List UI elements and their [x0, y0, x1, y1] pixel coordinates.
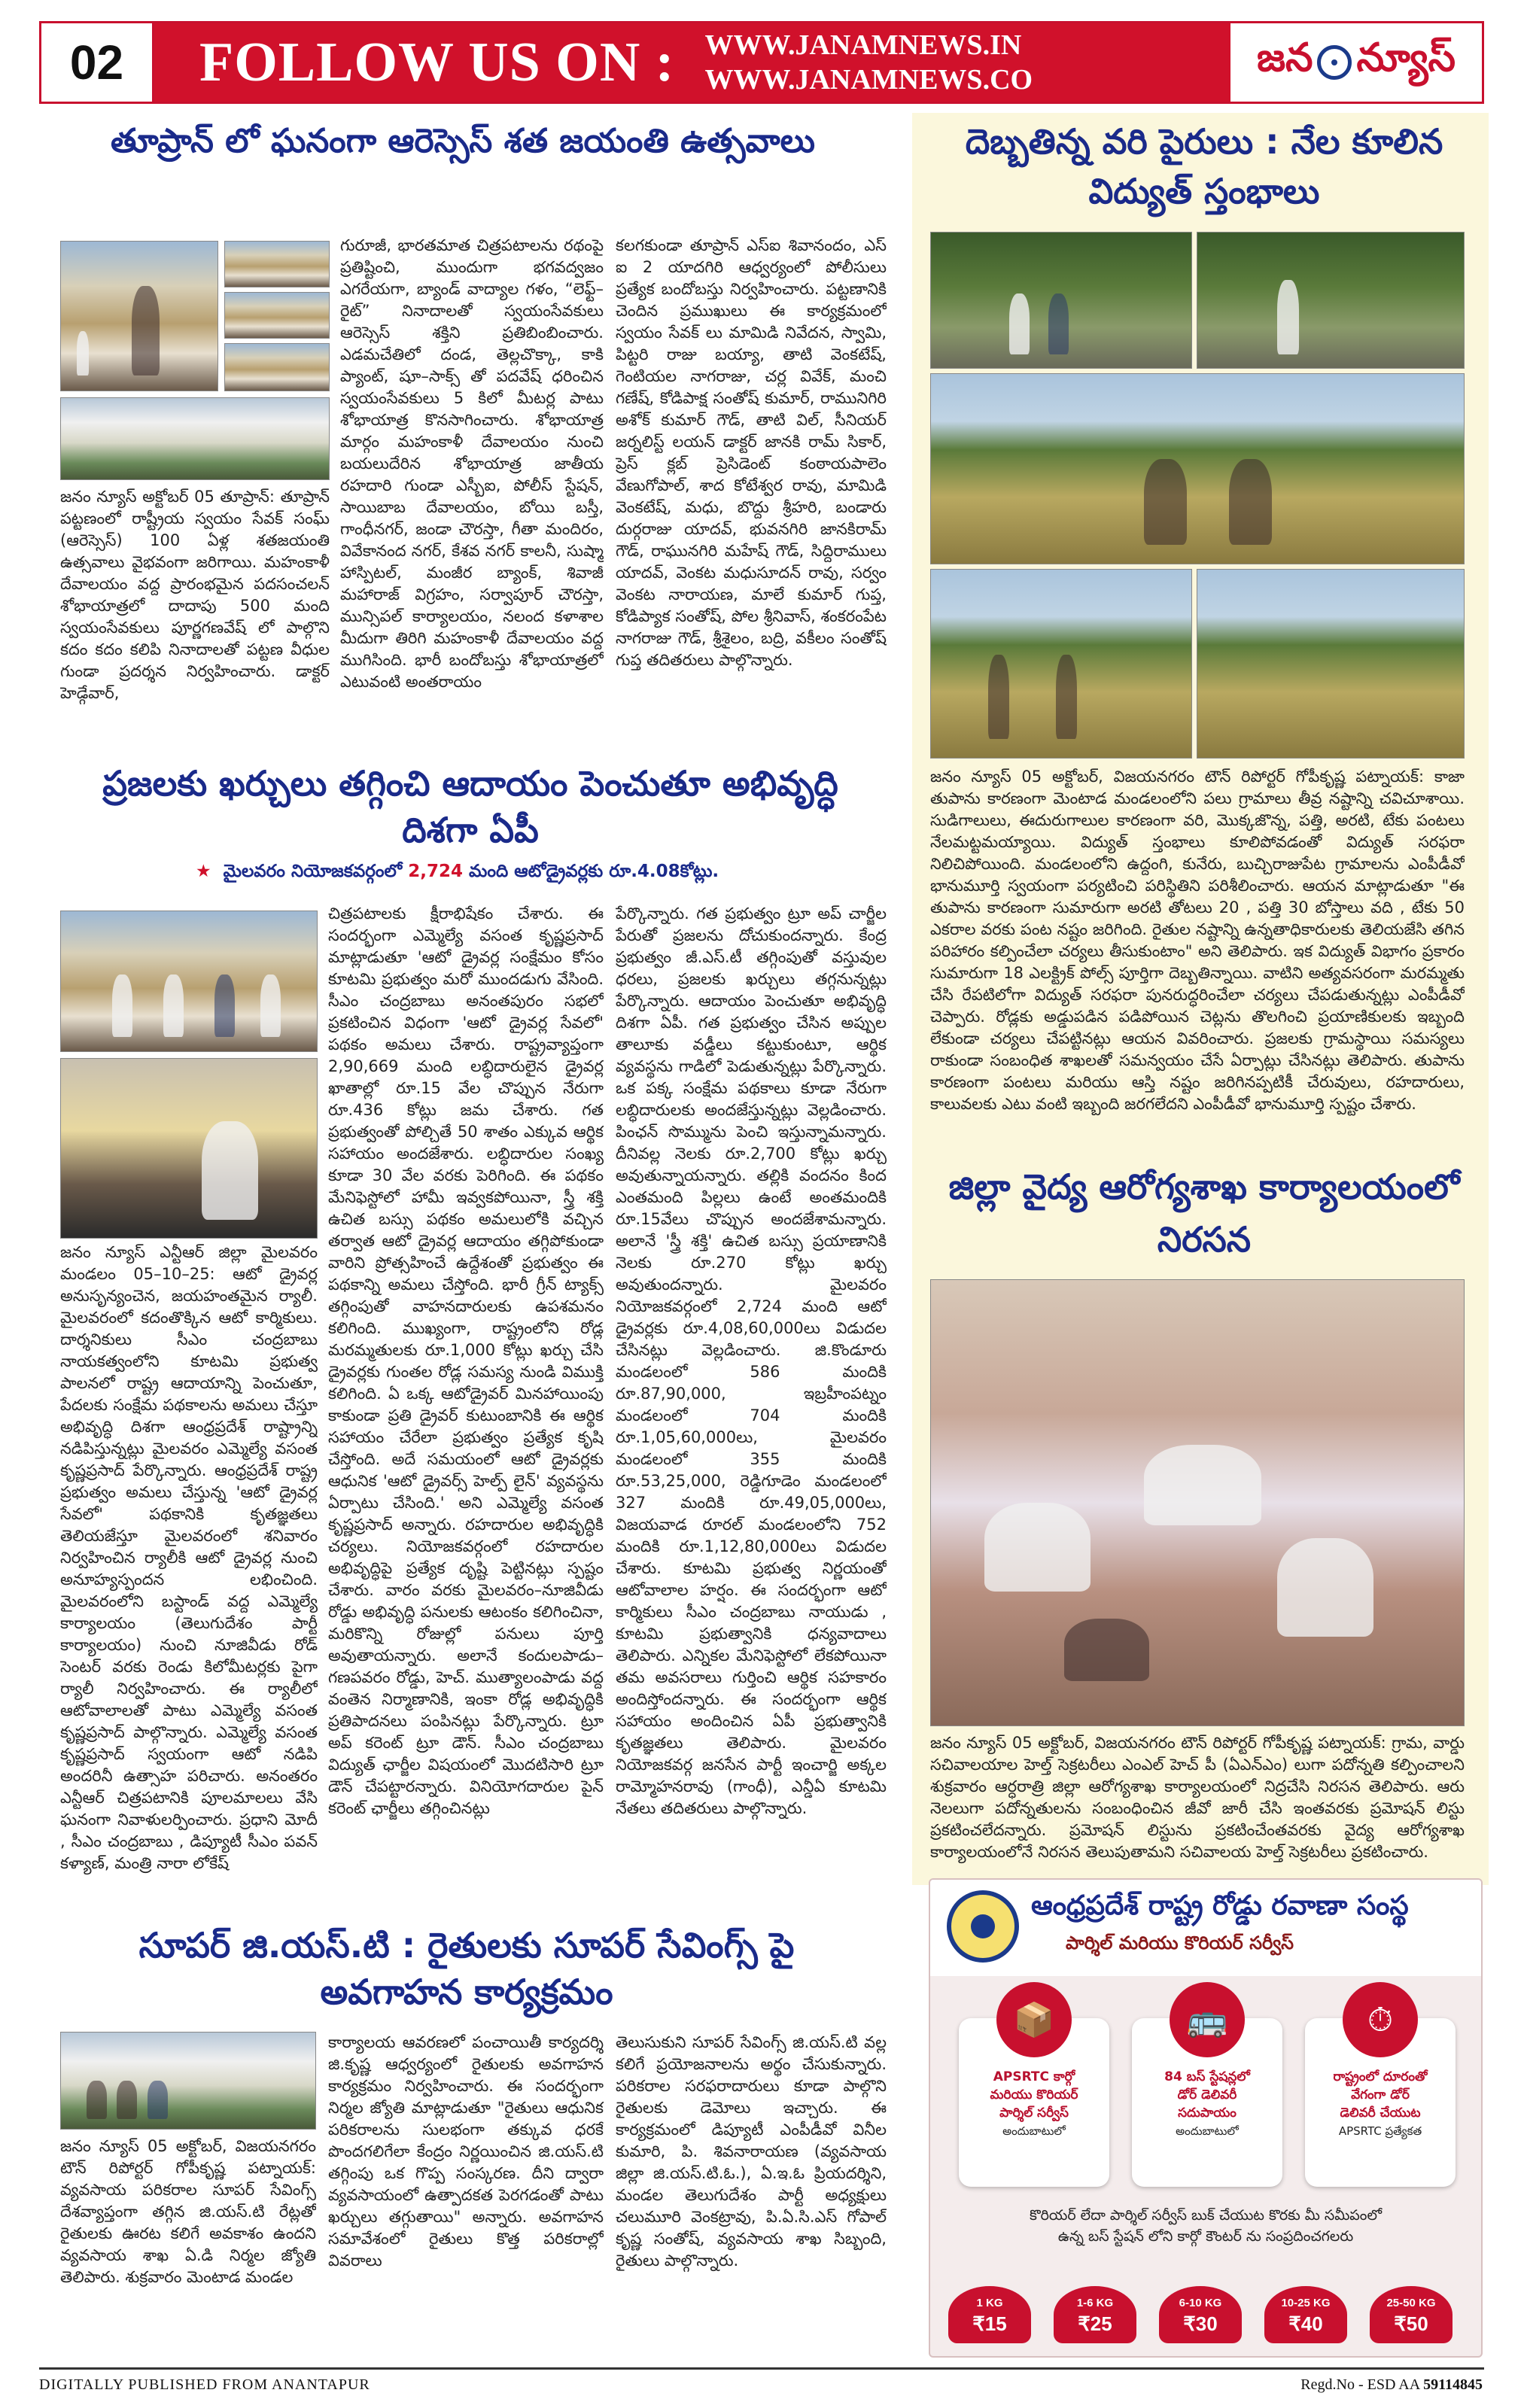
article2-subhead — [196, 862, 719, 886]
article5-headline: జిల్లా వైద్య ఆరోగ్యశాఖ కార్యాలయంలో నిరసన — [948, 1166, 1460, 1260]
price-amount: ₹15 — [972, 2312, 1007, 2335]
card1-line3: పార్శిల్ సర్వీస్ — [999, 2105, 1069, 2121]
price-amount: ₹40 — [1288, 2312, 1323, 2335]
star-icon: ★ — [196, 862, 211, 881]
ad-card-fast-delivery — [1305, 2000, 1456, 2187]
card2-line2: డోర్ డెలివరీ — [1177, 2087, 1237, 2102]
website-link-in[interactable]: WWW.JANAMNEWS.IN — [704, 29, 1022, 61]
card3-line2: వేగంగా డోర్ — [1351, 2087, 1410, 2102]
registration-number: 59114845 — [1423, 2376, 1483, 2393]
ad-card-door-delivery-text — [1138, 2068, 1276, 2140]
price-weight: 10-25 KG — [1281, 2297, 1331, 2309]
chakra-icon — [1317, 45, 1352, 80]
price-badge — [1370, 2286, 1453, 2343]
article3-headline: సూపర్ జి.యస్.టి : రైతులకు సూపర్ సేవింగ్స్ పై అవగాహన కార్యక్రమం — [138, 1925, 795, 2012]
card2-line3: సదుపాయం — [1178, 2105, 1237, 2121]
card3-line1: రాష్ట్రంలో దూరంతో — [1333, 2069, 1428, 2084]
follow-label: FOLLOW US ON : — [199, 31, 675, 93]
logo-text-2: న్యూస్ — [1356, 35, 1456, 81]
footer-publish-note: DIGITALLY PUBLISHED FROM ANANTAPUR — [39, 2376, 370, 2393]
page-number: 02 — [41, 23, 154, 102]
subhead-number: 2,724 — [408, 862, 463, 881]
article3-column-1: జనం న్యూస్ 05 అక్టోబర్, విజయనగరం టౌన్ రిపోర్టర్ గోపీకృష్ణ పట్నాయక్: వ్యవసాయ పరికరాల సూపర్ సేవింగ్స్ దేశవ్యాప్తంగా తగ్గిన జి.యస్.టి రేట్లతో రైతులకు ఊరట కలిగే అవకాశం ఉందని వ్యవసాయ శాఖ ఏ.డి నిర్మల జ్యోతి తెలిపారు. శుక్రవారం మెంటాడ మండల — [60, 2137, 316, 2286]
ad-subtitle: పార్శిల్ మరియు కొరియర్ సర్వీస్ — [1066, 1932, 1294, 1953]
price-amount: ₹25 — [1078, 2312, 1112, 2335]
article1-column-2: గురూజీ, భారతమాత చిత్రపటాలను రథంపై ప్రతిష్టించి, ముందుగా భగవద్వజం ఎగరేయగా, బ్యాండ్ వాద్యాల గళం, “లెఫ్ట్–రైట్” నినాదాలతో స్వయంసేవకులు ఆరెస్సెస్ శక్తిని ప్రతిబింబించారు. ఎడమచేతిలో దండ, తెల్లచొక్కా, కాకి ప్యాంట్, షూ–సాక్స్ తో పదవేష్ ధరించిన స్వయంసేవకులు 5 కిలో మీటర్ల పాటు శోభాయాత్ర కొనసాగించారు. శోభాయాత్ర మార్గం మహంకాళీ దేవాలయం నుంచి బయలుదేరిన శోభాయాత్ర జాతీయ రహదారి గుండా ఎస్బీఐ, పోలీస్ స్టేషన్, సాయిబాబ దేవాలయం, బోయి బస్తీ, గాంధీనగర్, జండా చౌరస్తా, గీతా మందిరం, వివేకానంద నగర్, కేశవ నగర్ కాలనీ, సుష్మా హాస్పిటల్, మంజీర బ్యాంక్, శివాజీ మహారాజ్ విగ్రహం, సర్వాపూర్ చౌరస్తా, మున్సిపల్ కార్యాలయం, నలంద కళాశాల మీదుగా తిరిగి మహంకాళీ దేవాలయం వద్ద ముగిసింది. భారీ బందోబస్తు శోభాయాత్రలో ఎటువంటి అంతరాయం — [340, 236, 604, 691]
ad-card-door-delivery — [1132, 2001, 1282, 2187]
price-badge — [1159, 2286, 1242, 2343]
ad-title: ఆంధ్రప్రదేశ్ రాష్ట్ర రోడ్డు రవాణా సంస్థ — [1031, 1890, 1409, 1921]
website-link-co[interactable]: WWW.JANAMNEWS.CO — [704, 64, 1033, 96]
article1-main-photo — [60, 241, 218, 391]
storm-photo-5 — [1197, 569, 1465, 759]
article1-photo-3 — [224, 292, 330, 339]
card1-line4: అందుబాటులో — [1002, 2124, 1066, 2138]
article1-photo-4 — [224, 343, 330, 391]
article4-body: జనం న్యూస్ 05 అక్టోబర్, విజయనగరం టౌన్ రిపోర్టర్ గోపీకృష్ణ పట్నాయక్: కాజా తుపాను కారణంగా మెంటాడ మండలంలోని పలు గ్రామాలు తీవ్ర నష్టాన్ని చవిచూశాయి. సుడిగాలులు, ఈదురుగాలుల కారణంగా వరి, మొక్కజొన్న, పత్తి, అరటి, టేకు పంటలు నేలమట్టమయ్యాయి. విద్యుత్ స్తంభాలు కూలిపోవడంతో విద్యుత్ సరఫరా నిలిచిపోయింది. మండలంలోని ఉద్దంగి, కునేరు, బుచ్చిరాజుపేట గ్రామాలను ఎంపీడీవో భానుమూర్తి స్వయంగా పర్యటించి పరిస్థితిని పరిశీలించారు. ఆయన మాట్లాడుతూ "ఈ తుపాను కారణంగా సుమారుగా అరటి తోటలు 20 , పత్తి 30 బోస్తాలు వది , టేకు 50 ఎకరాల వరకు పంట నష్టం జరిగింది. రైతుల నష్టాన్ని ఉన్నతాధికారులకు తెలియజేసి తగిన పరిహారం కల్పించేలా చర్యలు తీసుకుంటాం" అని తెలిపారు. ఇక విద్యుత్ విభాగం ప్రకారం సుమారుగా 18 ఎలక్ట్రిక్ పోల్స్ పూర్తిగా దెబ్బతిన్నాయి. వాటిని అత్యవసరంగా మరమ్మతు చేసి రేపటిలోగా విద్యుత్ సరఫరా పునరుద్ధరించేలా చర్యలు చేపడుతున్నట్లు ఎంపీడీవో చెప్పారు. రోడ్లకు అడ్డుపడిన పడిపోయిన చెట్లను తొలగించి ప్రయాణికులకు ఇబ్బంది లేకుండా చర్యలు చేపట్టినట్లు ఆయన వివరించారు. ప్రజలకు గ్రామస్థాయి సమస్యలు రాకుండా సంబంధిత శాఖలతో సమన్వయం చేసే ఏర్పాట్లు చేసినట్లు తెలిపారు. తుపాను కారణంగా పంటలు మరియు ఆస్తి నష్టం జరిగినప్పటికీ చేరువులు, రహదారులు, కాలువలకు ఎటు వంటి ఇబ్బంది జరగలేదని ఎంపీడీవో భానుమూర్తి స్పష్టం చేశారు. — [930, 768, 1465, 1113]
article3-column-2: కార్యాలయ ఆవరణలో పంచాయితీ కార్యదర్శి జి.కృష్ణ ఆధ్వర్యంలో రైతులకు అవగాహన కార్యక్రమం నిర్వహించారు. ఈ సందర్భంగా నిర్మల జ్యోతి మాట్లాడుతూ "రైతులు ఆధునిక పరికరాలను సులభంగా తక్కువ ధరకే పొందగలిగేలా కేంద్రం నిర్ణయించిన జి.యస్.టి తగ్గింపు ఒక గొప్ప సంస్కరణ. దీని ద్వారా వ్యవసాయంలో ఉత్పాదకత పెరగడంతో పాటు ఖర్చులు తగ్గుతాయి" అన్నారు. అవగాహన సమావేశంలో రైతులు కొత్త పరికరాల్లో వివరాలు — [328, 2033, 604, 2270]
storm-photo-1 — [930, 232, 1192, 369]
article2-column-3: పేర్కొన్నారు. గత ప్రభుత్వం ట్రూ అప్ చార్జీల పేరుతో ప్రజలను దోచుకుందన్నారు. కేంద్ర ప్రభుత్వం జీ.ఎస్.టీ తగ్గింపుతో వస్తువుల ధరలు, ప్రజలకు ఖర్చులు తగ్గనున్నట్లు పేర్కొన్నారు. ఆదాయం పెంచుతూ అభివృద్ధి దిశగా ఏపీ. గత ప్రభుత్వం చేసిన అప్పుల తాలూకు వడ్డీలు కట్టుకుంటూ, ఆర్థిక వ్యవస్థను గాడిలో పెడుతున్నట్లు పేర్కొన్నారు. ఒక పక్క సంక్షేమ పథకాలు కూడా నేరుగా లబ్ధిదారులకు అందజేస్తున్నట్లు వెల్లడించారు. పింఛన్ సొమ్మును పెంచి ఇస్తున్నామన్నారు. దీనివల్ల నెలకు రూ.2,700 కోట్లు ఖర్చు అవుతున్నాయన్నారు. తల్లికి వందనం కింద ఎంతమంది పిల్లలు ఉంటే అంతమందికి రూ.15వేలు చొప్పున అందజేశామన్నారు. అలానే 'స్త్రీ శక్తి' ఉచిత బస్సు ప్రయాణానికి నెలకు రూ.270 కోట్లు ఖర్చు అవుతుందన్నారు. మైలవరం నియోజకవర్గంలో 2,724 మంది ఆటో డ్రైవర్లకు రూ.4,08,60,000లు విడుదల చేసినట్లు వెల్లడించారు. జి.కొండూరు మండలంలో 586 మందికి రూ.87,90,000, ఇబ్రహీంపట్నం మండలంలో 704 మందికి రూ.1,05,60,000లు, మైలవరం మండలంలో 355 మందికి రూ.53,25,000, రెడ్డిగూడెం మండలంలో 327 మందికి రూ.49,05,000లు, విజయవాడ రూరల్ మండలంలోని 752 మందికి రూ.1,12,80,000లు విడుదల చేశారు. కూటమి ప్రభుత్వ నిర్ణయంతో ఆటోవాలాల హర్షం. ఈ సందర్భంగా ఆటో కార్మికులు సీఎం చంద్రబాబు నాయుడు , కూటమి ప్రభుత్వానికి ధన్యవాదాలు తెలిపారు. ఎన్నికల మేనిఫెస్టోలో లేకపోయినా తమ అవసరాలు గుర్తించి ఆర్థిక సహకారం అందిస్తోందన్నారు. ఈ సందర్భంగా ఆర్థిక సహాయం అందించిన ఏపీ ప్రభుత్వానికి కృతజ్ఞతలు తెలిపారు. మైలవరం నియోజకవర్గ జనసేన పార్టీ ఇంచార్జి అక్కల రామ్మోహనరావు (గాంధీ), ఎన్డీఏ కూటమి నేతలు తదితరులు పాల్గొన్నారు. — [616, 905, 887, 1817]
protest-photo — [930, 1279, 1465, 1726]
bus-icon: 🚌 — [1170, 1982, 1245, 2057]
ad-header — [930, 1880, 1481, 1976]
card3-line3: డెలివరీ చేయుట — [1340, 2105, 1421, 2121]
article1-photo-2 — [224, 241, 330, 287]
masthead — [39, 21, 1484, 104]
url-list — [704, 28, 1033, 97]
clock-icon: ⏱ — [1343, 1982, 1418, 2057]
article2-headline: ప్రజలకు ఖర్చులు తగ్గించి ఆదాయం పెంచుతూ అభివృద్ధి దిశగా ఏపీ — [102, 763, 838, 850]
article2-rally-photo-1 — [60, 911, 318, 1052]
footer-divider — [39, 2367, 1484, 2370]
apsrtc-cargo-advertisement — [929, 1878, 1483, 2358]
article3-office-photo — [60, 2032, 316, 2130]
storm-photo-4 — [930, 569, 1192, 759]
storm-photo-3 — [930, 373, 1465, 564]
price-badge — [1264, 2286, 1347, 2343]
ad-card-cargo — [959, 2001, 1109, 2187]
price-badge — [948, 2286, 1031, 2343]
ad-note-line1: కొరియర్ లేదా పార్శిల్ సర్వీస్ బుక్ చేయుట కొరకు మీ సమీపంలో — [1029, 2207, 1382, 2224]
logo-text-1: జన — [1256, 35, 1313, 81]
article1-headline: తూప్రాన్ లో ఘనంగా ఆరెస్సెస్ శత జయంతి ఉత్సవాలు — [110, 122, 815, 160]
ad-note-line2: ఉన్న బస్ స్టేషన్ లోని కార్గో కౌంటర్ ను సంప్రదించగలరు — [1057, 2228, 1354, 2245]
subhead-suffix: మంది ఆటోడ్రైవర్లకు రూ.4.08కోట్లు. — [469, 862, 719, 881]
article2-column-1: జనం న్యూస్ ఎన్టీఆర్ జిల్లా మైలవరం మండలం 05–10–25: ఆటో డ్రైవర్ల అనుసృన్యంచెన, జయహంతమైన ర్యాలీ. మైలవరంలో కదంతొక్కిన ఆటో కార్మికులు. దార్శనికులు సీఎం చంద్రబాబు నాయకత్వంలోని కూటమి ప్రభుత్వ పాలనలో రాష్ట్ర ఆదాయాన్ని పెంచుతూ, పేదలకు సంక్షేమ పథకాలను అమలు చేస్తూ అభివృద్ధి దిశగా ఆంధ్రప్రదేశ్ రాష్ట్రాన్ని నడిపిస్తున్నట్లు మైలవరం ఎమ్మెల్యే వసంత కృష్ణప్రసాద్ పేర్కొన్నారు. ఆంధ్రప్రదేశ్ రాష్ట్ర ప్రభుత్వం అమలు చేస్తున్న 'ఆటో డ్రైవర్ల సేవలో' పథకానికి కృతజ్ఞతలు తెలియజేస్తూ మైలవరంలో శనివారం నిర్వహించిన ర్యాలీకి ఆటో డ్రైవర్ల నుంచి అనూహ్యస్పందన లభించింది. మైలవరంలోని బస్టాండ్ వద్ద ఎమ్మెల్యే కార్యాలయం (తెలుగుదేశం పార్టీ కార్యాలయం) నుంచి నూజివీడు రోడ్ సెంటర్ వరకు రెండు కిలోమీటర్లకు పైగా ర్యాలీ నిర్వహించారు. ఈ ర్యాలీలో ఆటోవాలాలతో పాటు ఎమ్మెల్యే వసంత కృష్ణప్రసాద్ పాల్గొన్నారు. ఎమ్మెల్యే వసంత కృష్ణప్రసాద్ స్వయంగా ఆటో నడిపి అందరినీ ఉత్సాహ పరిచారు. అనంతరం ఎన్టీఆర్ చిత్రపటానికి పూలమాలలు వేసి ఘనంగా నివాళులర్పించారు. ప్రధాని మోదీ , సీఎం చంద్రబాబు , డిప్యూటీ సీఎం పవన్ కళ్యాణ్, మంత్రి నారా లోకేష్ — [60, 1243, 318, 1872]
ad-card-cargo-text — [965, 2068, 1103, 2140]
article1-column-3: కలగకుండా తూప్రాన్ ఎస్ఐ శివానందం, ఎస్ ఐ 2 యాదగిరి ఆధ్వర్యంలో పోలీసులు ప్రత్యేక బందోబస్తు నిర్వహించారు. పట్టణానికి చెందిన ప్రముఖులు ఈ కార్యక్రమంలో స్వయం సేవక్ లు మామిడి నివేదన, స్వామి, పిట్టరి రాజు బయ్యా, తాటి వెంకటేష్, గెంటియల నాగరాజు, చర్ల వివేక్, మంచి గణేష్, కోడిపాక్ష సంతోష్ కుమార్, రామునిగిరి అశోక్ కుమార్ గౌడ్, తాటి విల్, సీనియర్ జర్నలిస్ట్ లయన్ డాక్టర్ జానకి రామ్ సికార్, ప్రెస్ క్లబ్ ప్రెసిడెంట్ కంఠాయపాలెం వేణుగోపాల్, శాద కోటేశ్వర రావు, మామిడి వెంకటేష్, మధు, బొద్దు శ్రీహరి, బండారు దుర్గరాజు యాదవ్, భువనగిరి జానకిరామ్ గౌడ్, రాఘునగిరి మహేష్ గౌడ్, సిద్దిరాములు యాదవ్, వెంకట మధుసూదన్ రావు, సర్వం వెంకట నారాయణ, మాలే కుమార్ గుప్త, కోడిప్యాక సంతోష్, పోల శ్రీనివాస్, శంకరంపేట నాగరాజు గౌడ్, శ్రీశైలం, బద్రి, వకీలం సంతోష్ గుప్త తదితరులు పాల్గొన్నారు. — [616, 236, 887, 669]
article2-column-2: చిత్రపటాలకు క్షీరాభిషేకం చేశారు. ఈ సందర్భంగా ఎమ్మెల్యే వసంత కృష్ణప్రసాద్ మాట్లాడుతూ 'ఆటో డ్రైవర్ల సంక్షేమం కోసం కూటమి ప్రభుత్వం మరో ముందడుగు వేసింది. సీఎం చంద్రబాబు అనంతపురం సభలో ప్రకటించిన విధంగా 'ఆటో డ్రైవర్ల సేవలో' పథకం అమలు చేశారు. రాష్ట్రవ్యాప్తంగా 2,90,669 మంది లబ్ధిదారులైన డ్రైవర్ల ఖాతాల్లో రూ.15 వేల చొప్పున నేరుగా రూ.436 కోట్లు జమ చేశారు. గత ప్రభుత్వంతో పోల్చితే 50 శాతం ఎక్కువ ఆర్థిక సహాయం అందజేశారు. లబ్ధిదారుల సంఖ్య కూడా 30 వేల వరకు పెరిగింది. ఈ పథకం మేనిఫెస్టోలో హామీ ఇవ్వకపోయినా, స్త్రీ శక్తి ఉచిత బస్సు పథకం అమలులోకి వచ్చిన తర్వాత ఆటో డ్రైవర్ల ఆదాయం తగ్గిపోకుండా వారిని ప్రోత్సహించే ఉద్దేశంతో ప్రభుత్వం ఈ పథకాన్ని అమలు చేస్తోంది. భారీ గ్రీన్ ట్యాక్స్ తగ్గింపుతో వాహనదారులకు ఉపశమనం కలిగింది. ముఖ్యంగా, రాష్ట్రంలోని రోడ్ల మరమ్మతులకు రూ.1,000 కోట్లు ఖర్చు చేసి డ్రైవర్లకు గుంతల రోడ్ల సమస్య నుండి విముక్తి కలిగింది. ఏ ఒక్క ఆటోడ్రైవర్ మినహాయింపు కాకుండా ప్రతి డ్రైవర్ కుటుంబానికి ఈ ఆర్థిక సహాయం చేరేలా ప్రభుత్వం ప్రత్యేక కృషి చేస్తోంది. అదే సమయంలో ఆటో డ్రైవర్లకు ఆధునిక 'ఆటో డ్రైవర్స్ హెల్ప్ లైన్' వ్యవస్థను ఏర్పాటు చేసింది.' అని ఎమ్మెల్యే వసంత కృష్ణప్రసాద్ అన్నారు. రహదారుల అభివృద్ధికి చర్యలు. నియోజకవర్గంలో రహదారుల అభివృద్ధిపై ప్రత్యేక దృష్టి పెట్టినట్లు స్పష్టం చేశారు. వారం వరకు మైలవరం–నూజివీడు రోడ్డు అభివృద్ధి పనులకు ఆటంకం కలిగించినా, మరికొన్ని రోజుల్లో పనులు పూర్తి అవుతాయన్నారు. అలానే కందులపాడు–గణపవరం రోడ్డు, హెచ్. ముత్యాలంపాడు వద్ద వంతెన నిర్మాణానికి, ఇంకా రోడ్ల అభివృద్ధికి ప్రతిపాదనలు పంపినట్లు పేర్కొన్నారు. ట్రూ అప్ కరెంట్ ట్రూ డౌన్. సీఎం చంద్రబాబు విద్యుత్ ఛార్జీల విషయంలో మొదటిసారి ట్రూ డౌన్ చేపట్టారన్నారు. వినియోగదారుల పైన్ కరెంట్ ఛార్జీలు తగ్గించినట్లు — [328, 905, 604, 1817]
price-weight: 1-6 KG — [1076, 2297, 1114, 2309]
card1-line1: APSRTC కార్గో — [993, 2069, 1075, 2084]
card2-line1: 84 బస్ స్టేషన్లలో — [1164, 2069, 1250, 2084]
article1-column-1: జనం న్యూస్ అక్టోబర్ 05 తూప్రాన్: తూప్రాన్ పట్టణంలో రాష్ట్రీయ స్వయం సేవక్ సంఘ్ (ఆరెస్సెస్) 100 ఏళ్ల శతజయంతి ఉత్సవాలు వైభవంగా జరిగాయి. మహంకాళీ దేవాలయం వద్ద ప్రారంభమైన పదసంచలన్ శోభాయాత్రలో దాదాపు 500 మంది స్వయంసేవకులు పూర్ణగణవేష్ లో పాల్గొని కదం కదం కలిపి నినాదాలతో పట్టణ వీధుల గుండా ప్రదర్శన నిర్వహించారు. డాక్టర్ హెడ్గేవార్, — [60, 488, 330, 702]
follow-bar — [154, 23, 1230, 102]
price-weight: 6-10 KG — [1179, 2297, 1222, 2309]
price-weight: 25-50 KG — [1386, 2297, 1436, 2309]
package-icon: 📦 — [996, 1982, 1072, 2057]
footer-registration — [1300, 2376, 1483, 2394]
article2-auto-photo — [60, 1058, 318, 1239]
article4-headline: దెబ్బతిన్న వరి పైరులు : నేల కూలిన విద్యుత్ స్తంభాలు — [965, 121, 1443, 211]
article1-photo-5 — [60, 397, 330, 480]
ad-card-fast-delivery-text — [1311, 2068, 1449, 2140]
price-amount: ₹30 — [1183, 2312, 1218, 2335]
article3-column-3: తెలుసుకుని సూపర్ సేవింగ్స్ జి.యస్.టి వల్ల కలిగే ప్రయోజనాలను అర్థం చేసుకున్నారు. పరికరాల సరఫరాదారులు కూడా పాల్గొని రైతులకు డెమోలు ఇచ్చారు. ఈ కార్యక్రమంలో డిప్యూటీ ఎంపీడీవో వినీల కుమారి, పి. శివనారాయణ (వ్యవసాయ జిల్లా జి.యస్.టి.ఓ.), ఏ.ఇ.ఓ ప్రియదర్శిని, మండల తెలుగుదేశం పార్టీ అధ్యక్షులు చలుమూరి వెంకట్రావు, పి.ఏ.సి.ఎస్ గోపాల్ కృష్ణ సంతోష్, వ్యవసాయ శాఖ సిబ్బంది, రైతులు పాల్గొన్నారు. — [616, 2033, 887, 2270]
storm-photo-2 — [1197, 232, 1465, 369]
price-weight: 1 KG — [976, 2297, 1003, 2309]
card3-line4: APSRTC ప్రత్యేకత — [1338, 2124, 1422, 2138]
price-amount: ₹50 — [1394, 2312, 1428, 2335]
janam-news-logo — [1230, 23, 1482, 102]
apsrtc-emblem-icon — [947, 1890, 1019, 1963]
card2-line4: అందుబాటులో — [1176, 2124, 1239, 2138]
price-badge — [1054, 2286, 1136, 2343]
ad-booking-note — [930, 2205, 1481, 2247]
registration-label: Regd.No - ESD AA — [1300, 2376, 1420, 2393]
subhead-prefix: మైలవరం నియోజకవర్గంలో — [223, 862, 403, 881]
article5-body: జనం న్యూస్ 05 అక్టోబర్, విజయనగరం టౌన్ రిపోర్టర్ గోపీకృష్ణ పట్నాయక్: గ్రామ, వార్డు సచివాలయాల హెల్త్ సెక్రటరీలు ఎంఎల్ హెచ్ పీ (ఏఎన్ఎం) లుగా పదోన్నతి కల్పించాలని శుక్రవారం ఆర్ధరాత్రి జిల్లా ఆరోగ్యశాఖ కార్యాలయంలో నిద్రచేసి నిరసన తెలిపారు. ఆరు నెలలుగా పదోన్నతులను సంబంధించిన జీవో జారీ చేసి ఇంతవరకు ప్రమోషన్ లిస్టు ప్రకటించలేదన్నారు. ప్రమోషన్ లిస్టును ప్రకటించేంతవరకు వైద్య ఆరోగ్యశాఖ కార్యాలయంలోనే నిరసన తెలుపుతామని సచివాలయ హెల్త్ సెక్రటరీలు ప్రకటించారు. — [930, 1734, 1465, 1861]
card1-line2: మరియు కొరియర్ — [990, 2087, 1078, 2102]
